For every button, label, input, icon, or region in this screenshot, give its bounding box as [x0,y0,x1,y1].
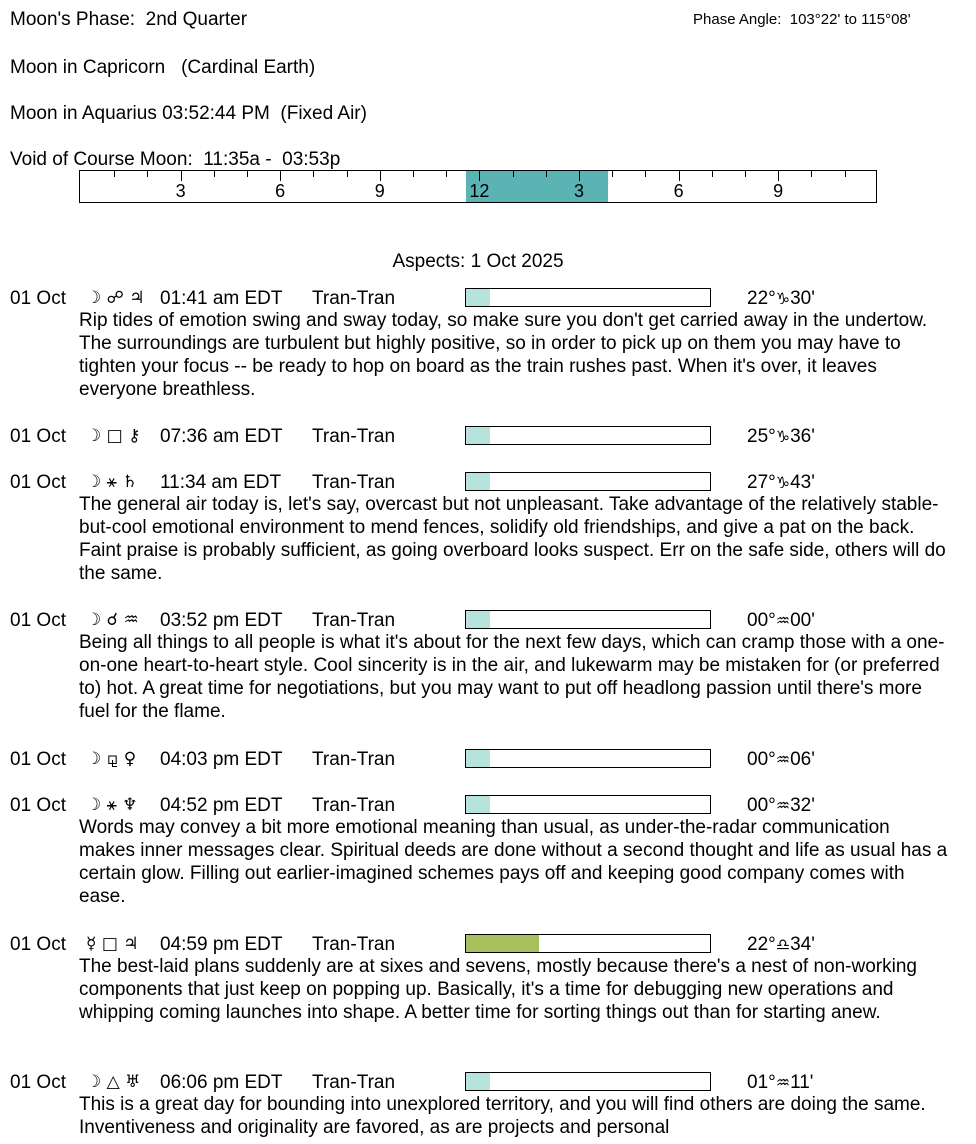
aspect-date: 01 Oct [10,610,66,631]
aspect-strength-bar [465,1072,711,1091]
aspect-glyphs: ☽ ⚼ ♀ [86,749,137,769]
zodiac-sign-icon: ♑ [775,427,791,446]
void-of-course: Void of Course Moon: 11:35a - 03:53p [10,149,341,170]
aspect-type: Tran-Tran [312,426,396,447]
timeline-hour-label: 9 [374,181,385,201]
aspect-degree-value: 00° [747,795,776,816]
timeline-tick [181,171,182,181]
aspect-degree [747,609,815,632]
timeline-tick [811,171,812,177]
zodiac-sign-icon: ♑ [775,289,791,308]
timeline-tick [347,171,348,177]
aspect-glyphs: ☽ □ ⚷ [86,426,141,446]
aspect-type: Tran-Tran [312,749,396,770]
aspect-degree-minutes: 11' [790,1072,814,1093]
aspect-degree-value: 27° [747,472,776,493]
aspect-degree [747,748,815,771]
aspect-strength-fill [466,289,490,306]
zodiac-sign-icon: ♎ [775,935,791,954]
aspect-degree-minutes: 43' [790,472,815,493]
aspect-strength-bar [465,426,711,445]
aspect-strength-fill [466,611,490,628]
aspect-type: Tran-Tran [312,934,396,955]
aspect-description: The best-laid plans suddenly are at sixes and sevens, mostly because there's a nest of non-working components that just keep on popping up. Basically, it's a time for debugging new operations and whipping coming launches into shape. A better time for sorting things out than for starting anew. [79,956,917,1023]
timeline-tick [247,171,248,177]
aspect-time: 04:52 pm EDT [160,795,283,816]
timeline-tick [745,171,746,177]
aspect-degree [747,425,815,448]
aspect-description: This is a great day for bounding into unexplored territory, and you will find others are doing the same. Inventiveness and originality are favored, as are projects and personal [79,1094,926,1138]
aspect-description: Words may convey a bit more emotional meaning than usual, as under-the-radar communication makes inner messages clear. Spiritual deeds are done without a second thought and life as usual has a certain glow. Filling out earlier-imagined schemes pays off and keeping good company comes with ease. [79,817,948,907]
aspect-date: 01 Oct [10,934,66,955]
aspect-degree-minutes: 32' [790,795,815,816]
timeline-tick [280,171,281,181]
aspect-degree-minutes: 34' [790,934,815,955]
aspect-date: 01 Oct [10,288,66,309]
aspect-time: 07:36 am EDT [160,426,283,447]
timeline-tick [645,171,646,177]
zodiac-sign-icon: ♒ [775,1073,791,1092]
aspect-glyphs: ☽ ☍ ♃ [86,288,145,308]
timeline-hour-label: 6 [275,181,286,201]
aspect-degree [747,471,815,494]
aspect-strength-fill [466,1073,490,1090]
timeline-hour-label: 12 [469,181,490,201]
timeline-tick [446,171,447,177]
aspect-strength-bar [465,934,711,953]
aspect-date: 01 Oct [10,472,66,493]
aspects-title: Aspects: 1 Oct 2025 [392,251,564,272]
aspect-strength-bar [465,795,711,814]
aspect-time: 06:06 pm EDT [160,1072,283,1093]
aspect-glyphs: ☽ ⚹ ♄ [86,472,138,492]
timeline-tick [479,171,480,181]
timeline-tick [413,171,414,177]
timeline-hour-label: 3 [573,181,585,201]
aspect-strength-bar [465,472,711,491]
aspect-degree-minutes: 36' [790,426,815,447]
timeline-hour-label: 3 [175,181,186,201]
timeline-hour-label: 9 [773,181,784,201]
aspect-strength-bar [465,610,711,629]
moon-sign: Moon in Capricorn (Cardinal Earth) [10,57,316,78]
aspect-glyphs: ☽ ⚹ ♆ [86,795,138,815]
aspect-description: Being all things to all people is what it's about for the next few days, which can cramp those with a one-on-one heart-to-heart style. Cool sincerity is in the air, and lukewarm may be mistaken for (or preferred to) hot. A great time for negotiations, but you may want to put off headlong passion until there's more fuel for the flame. [79,632,945,722]
aspect-glyphs: ☽ ☌ ♒ [86,610,139,630]
aspect-glyphs: ☽ △ ♅ [86,1072,141,1092]
zodiac-sign-icon: ♒ [775,611,791,630]
aspect-date: 01 Oct [10,426,66,447]
aspect-strength-fill [466,473,490,490]
aspect-degree [747,794,815,817]
aspect-degree-value: 22° [747,288,776,309]
aspect-description: The general air today is, let's say, overcast but not unpleasant. Take advantage of the relatively stable-but-cool emotional environment to mend fences, solidify old friendships, and give a pat on the back. Faint praise is probably sufficient, as going overboard looks suspect. Err on the safe side, others will do the same. [79,494,946,584]
aspect-degree-value: 25° [747,426,776,447]
aspect-type: Tran-Tran [312,610,396,631]
aspect-time: 01:41 am EDT [160,288,283,309]
aspect-degree [747,933,815,956]
aspect-degree-value: 22° [747,934,776,955]
timeline-tick [712,171,713,177]
aspect-date: 01 Oct [10,749,66,770]
void-of-course-timeline [79,170,877,203]
timeline-tick [380,171,381,181]
aspect-description: Rip tides of emotion swing and sway today, so make sure you don't get carried away in the undertow. The surroundings are turbulent but highly positive, so in order to pick up on them you may have to tighten your focus -- be ready to hop on board as the train rushes past. When it's over, it leaves everyone breathless. [79,310,928,400]
timeline-tick [679,171,680,181]
aspect-time: 04:59 pm EDT [160,934,283,955]
aspect-degree-value: 00° [747,610,776,631]
aspect-strength-fill [466,935,539,952]
aspect-degree-minutes: 00' [790,610,815,631]
aspect-type: Tran-Tran [312,288,396,309]
aspect-date: 01 Oct [10,795,66,816]
zodiac-sign-icon: ♑ [775,473,791,492]
timeline-tick [313,171,314,177]
aspect-glyphs: ☿ □ ♃ [86,934,139,954]
timeline-hour-label: 6 [673,181,684,201]
aspect-strength-fill [466,427,490,444]
aspect-time: 03:52 pm EDT [160,610,283,631]
aspect-degree-value: 01° [747,1072,776,1093]
timeline-tick [214,171,215,177]
aspect-time: 04:03 pm EDT [160,749,283,770]
aspect-type: Tran-Tran [312,1072,396,1093]
timeline-tick [778,171,779,181]
moon-ingress: Moon in Aquarius 03:52:44 PM (Fixed Air) [10,103,367,124]
zodiac-sign-icon: ♒ [775,750,791,769]
aspect-type: Tran-Tran [312,472,396,493]
aspect-strength-bar [465,749,711,768]
aspect-degree [747,1071,813,1094]
timeline-tick [513,171,514,177]
timeline-tick [147,171,148,177]
timeline-tick [612,171,613,177]
timeline-tick [579,171,580,181]
aspect-strength-fill [466,796,490,813]
timeline-tick [845,171,846,177]
aspect-degree-minutes: 06' [790,749,815,770]
zodiac-sign-icon: ♒ [775,796,791,815]
aspect-degree-value: 00° [747,749,776,770]
aspect-degree-minutes: 30' [790,288,815,309]
aspect-strength-fill [466,750,490,767]
timeline-tick [546,171,547,177]
aspect-time: 11:34 am EDT [160,472,282,493]
phase-angle: Phase Angle: 103°22' to 115°08' [693,11,911,28]
aspect-type: Tran-Tran [312,795,396,816]
moon-phase: Moon's Phase: 2nd Quarter [10,9,248,30]
timeline-tick [114,171,115,177]
aspect-date: 01 Oct [10,1072,66,1093]
aspect-strength-bar [465,288,711,307]
aspect-degree [747,287,815,310]
